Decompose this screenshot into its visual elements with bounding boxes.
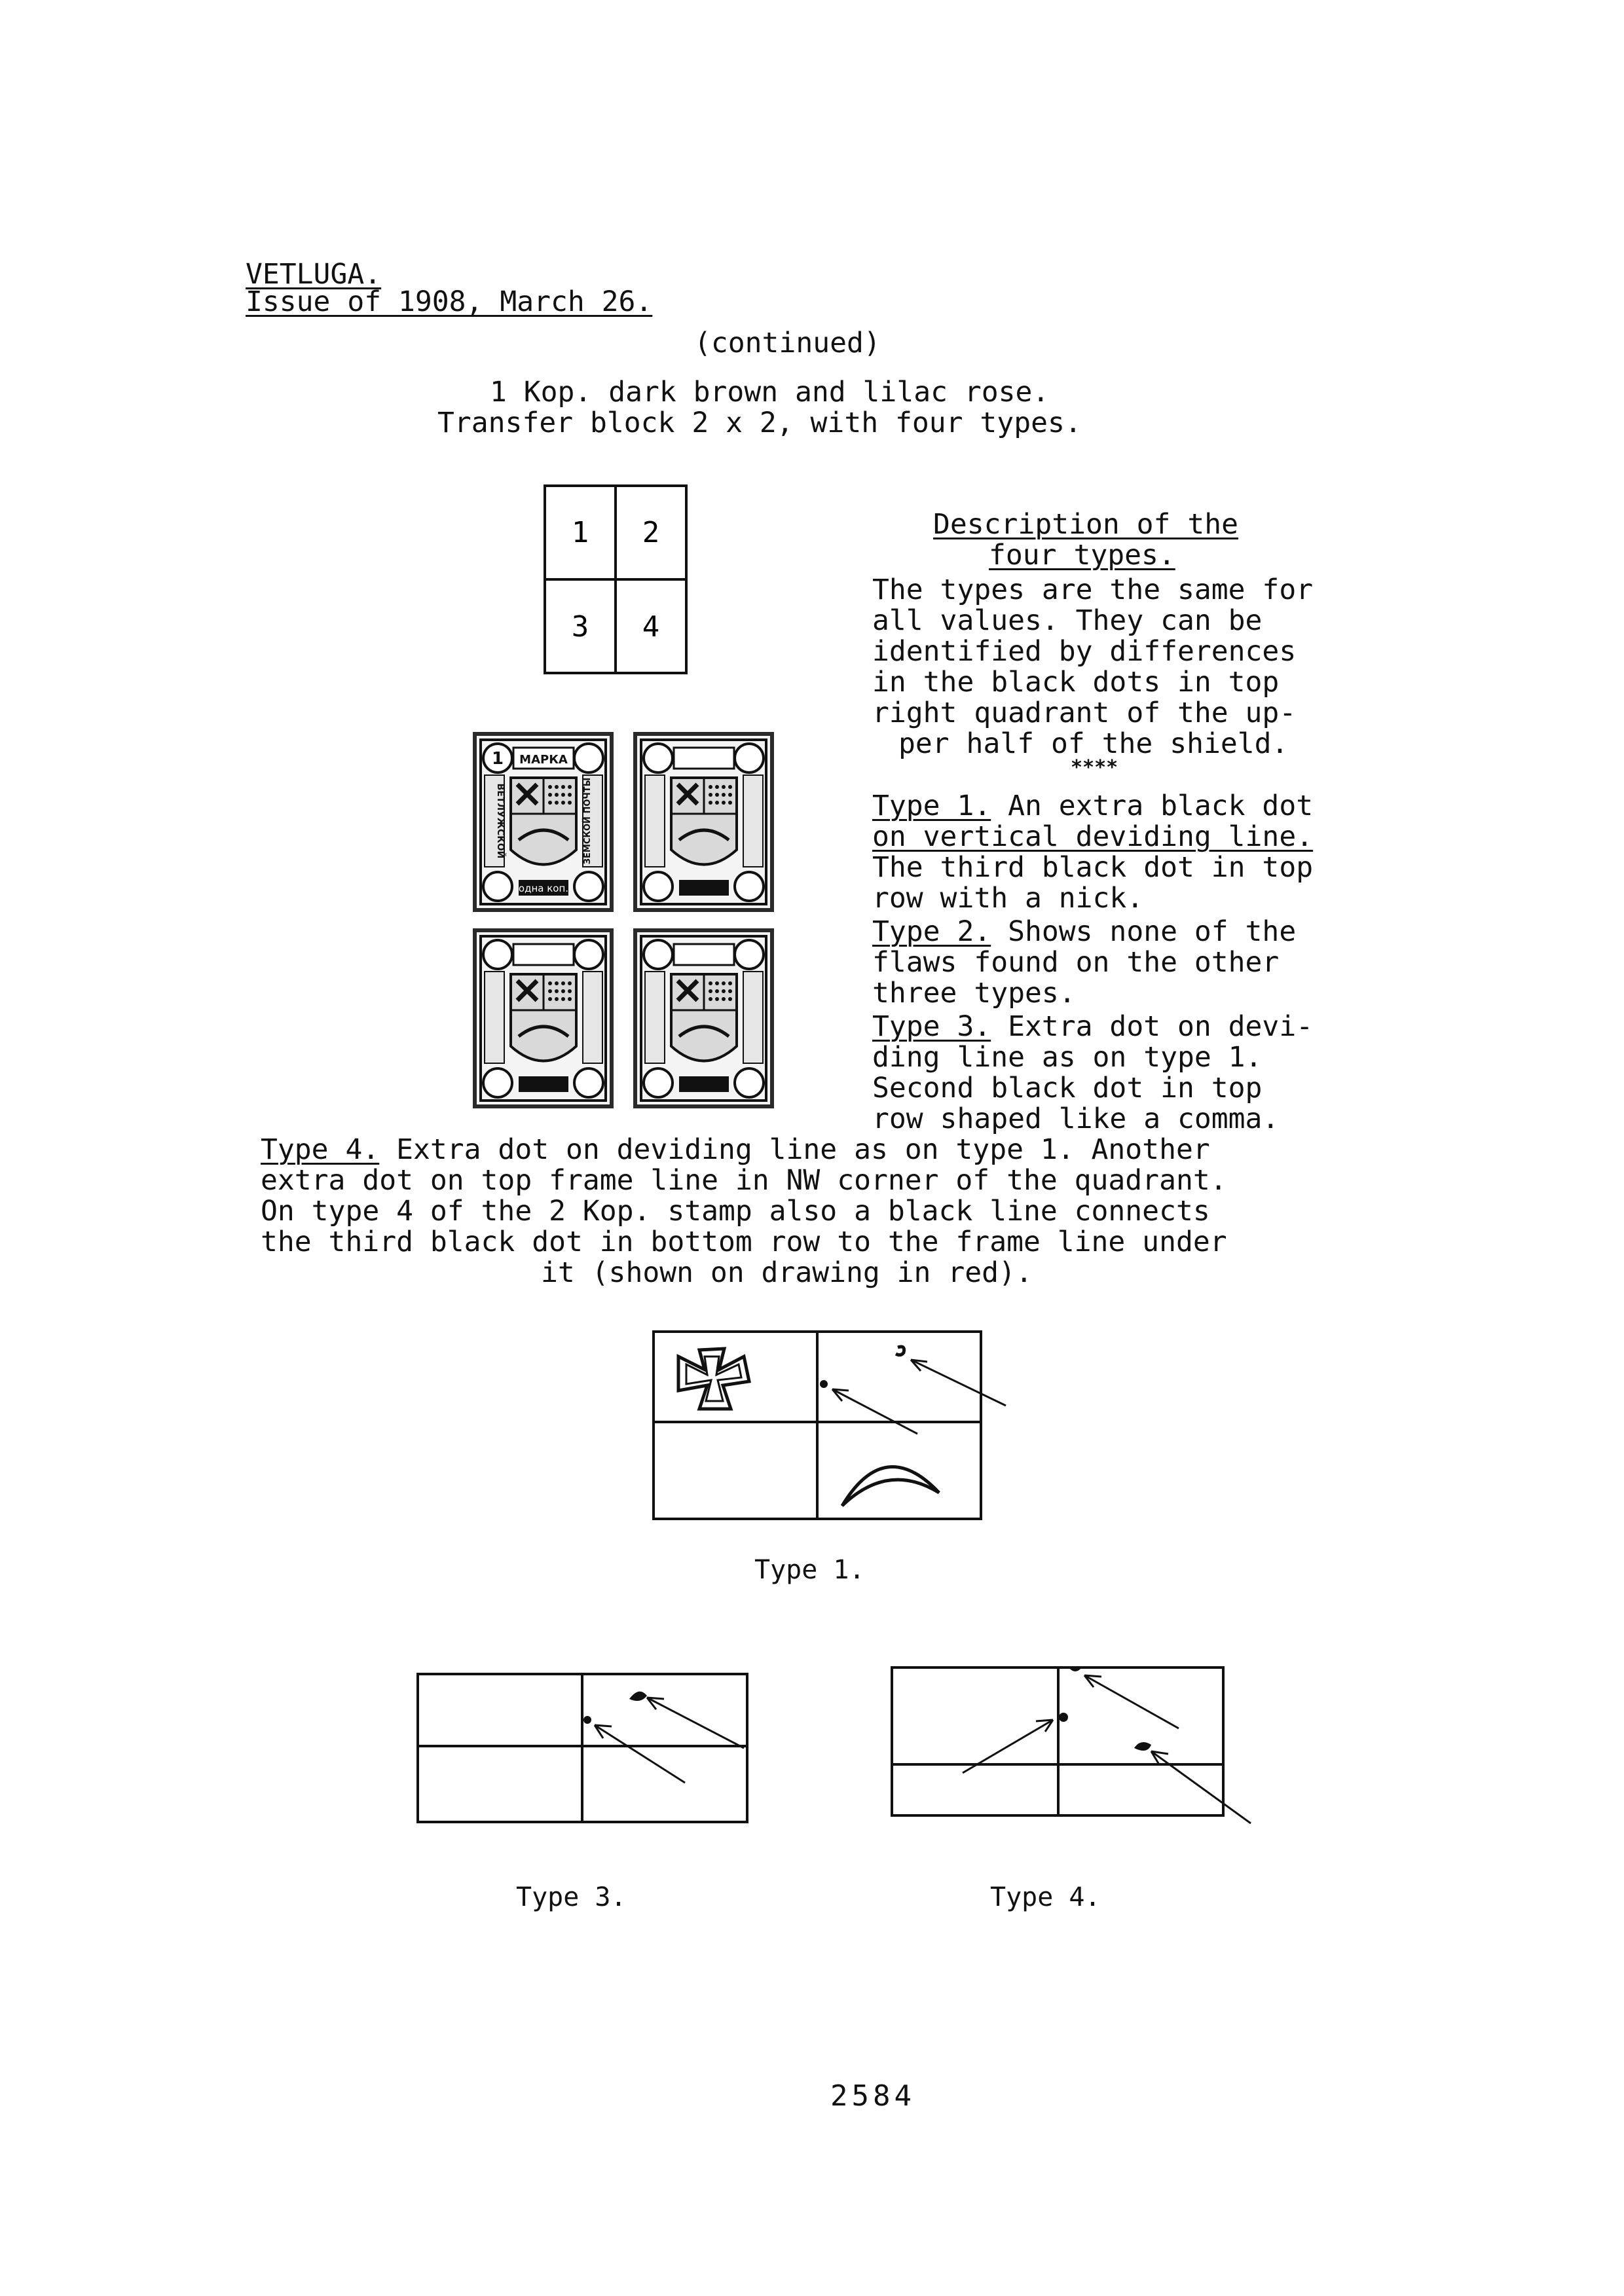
intro-line: per half of the shield. bbox=[898, 727, 1289, 760]
block-cell-4: 4 bbox=[642, 610, 660, 644]
type1-line: The third black dot in top bbox=[872, 851, 1314, 884]
description-intro bbox=[872, 575, 1357, 759]
type4-description bbox=[261, 1135, 1357, 1288]
type2-line: Shows none of the bbox=[991, 915, 1297, 948]
place-heading: VETLUGA. bbox=[246, 258, 382, 291]
transfer-block-line: Transfer block 2 x 2, with four types. bbox=[437, 407, 1082, 439]
stamp-value-line: 1 Kop. dark brown and lilac rose. bbox=[490, 376, 1050, 409]
type1-caption: Type 1. bbox=[754, 1555, 865, 1585]
page-number: 2584 bbox=[830, 2079, 915, 2113]
type4-caption: Type 4. bbox=[990, 1882, 1101, 1912]
intro-line: all values. They can be bbox=[872, 604, 1263, 637]
type4-line: On type 4 of the 2 Kop. stamp also a black line connects bbox=[261, 1195, 1210, 1228]
type1-description bbox=[872, 791, 1357, 914]
block-cell-3: 3 bbox=[571, 610, 589, 644]
transfer-block-diagram bbox=[544, 484, 688, 674]
intro-line: right quadrant of the up- bbox=[872, 697, 1297, 729]
type1-label: Type 1. bbox=[872, 790, 991, 822]
stamp-denomination: 1 bbox=[491, 749, 504, 769]
stamp-label-marka: МАРКА bbox=[519, 753, 568, 767]
type1-drawing bbox=[652, 1330, 1019, 1527]
intro-line: The types are the same for bbox=[872, 574, 1314, 606]
type4-drawing bbox=[891, 1666, 1257, 1863]
type1-line: on vertical deviding line. bbox=[872, 820, 1314, 853]
type3-line: Extra dot on devi- bbox=[991, 1010, 1314, 1043]
issue-line: Issue of 1908, March 26. bbox=[246, 285, 653, 318]
type3-drawing bbox=[416, 1673, 757, 1869]
type2-line: flaws found on the other bbox=[872, 946, 1280, 979]
type2-label: Type 2. bbox=[872, 915, 991, 948]
type1-line: An extra black dot bbox=[991, 790, 1314, 822]
stamp-left-text: ВЕТЛУЖСКОЙ bbox=[495, 783, 506, 859]
block-cell-2: 2 bbox=[642, 516, 660, 549]
type3-line: ding line as on type 1. bbox=[872, 1041, 1263, 1074]
intro-line: identified by differences bbox=[872, 635, 1297, 668]
stamp-bottom-text: одна коп. bbox=[518, 883, 569, 894]
type3-label: Type 3. bbox=[872, 1010, 991, 1043]
description-title-2: four types. bbox=[989, 539, 1175, 572]
continued-note: (continued) bbox=[694, 327, 881, 359]
type4-line: the third black dot in bottom row to the frame line under bbox=[261, 1226, 1227, 1258]
description-title-1: Description of the bbox=[933, 508, 1238, 541]
type4-line: extra dot on top frame line in NW corner of the quadrant. bbox=[261, 1164, 1227, 1197]
type4-label: Type 4. bbox=[261, 1133, 380, 1166]
intro-line: in the black dots in top bbox=[872, 666, 1280, 699]
type3-line: Second black dot in top bbox=[872, 1072, 1263, 1104]
separator-stars: **** bbox=[1071, 756, 1118, 779]
type3-line: row shaped like a comma. bbox=[872, 1102, 1280, 1135]
type2-line: three types. bbox=[872, 977, 1076, 1010]
type3-caption: Type 3. bbox=[516, 1882, 627, 1912]
type2-description bbox=[872, 917, 1357, 1009]
stamp-right-text: ЗЕМСКОЙ ПОЧТЫ bbox=[583, 777, 593, 865]
stamp-block-image bbox=[473, 732, 774, 1112]
block-cell-1: 1 bbox=[571, 516, 589, 549]
type1-line: row with a nick. bbox=[872, 882, 1144, 915]
type4-line: Extra dot on deviding line as on type 1. Another bbox=[379, 1133, 1210, 1166]
type3-description bbox=[872, 1011, 1357, 1135]
type4-line: it (shown on drawing in red). bbox=[541, 1256, 1033, 1289]
